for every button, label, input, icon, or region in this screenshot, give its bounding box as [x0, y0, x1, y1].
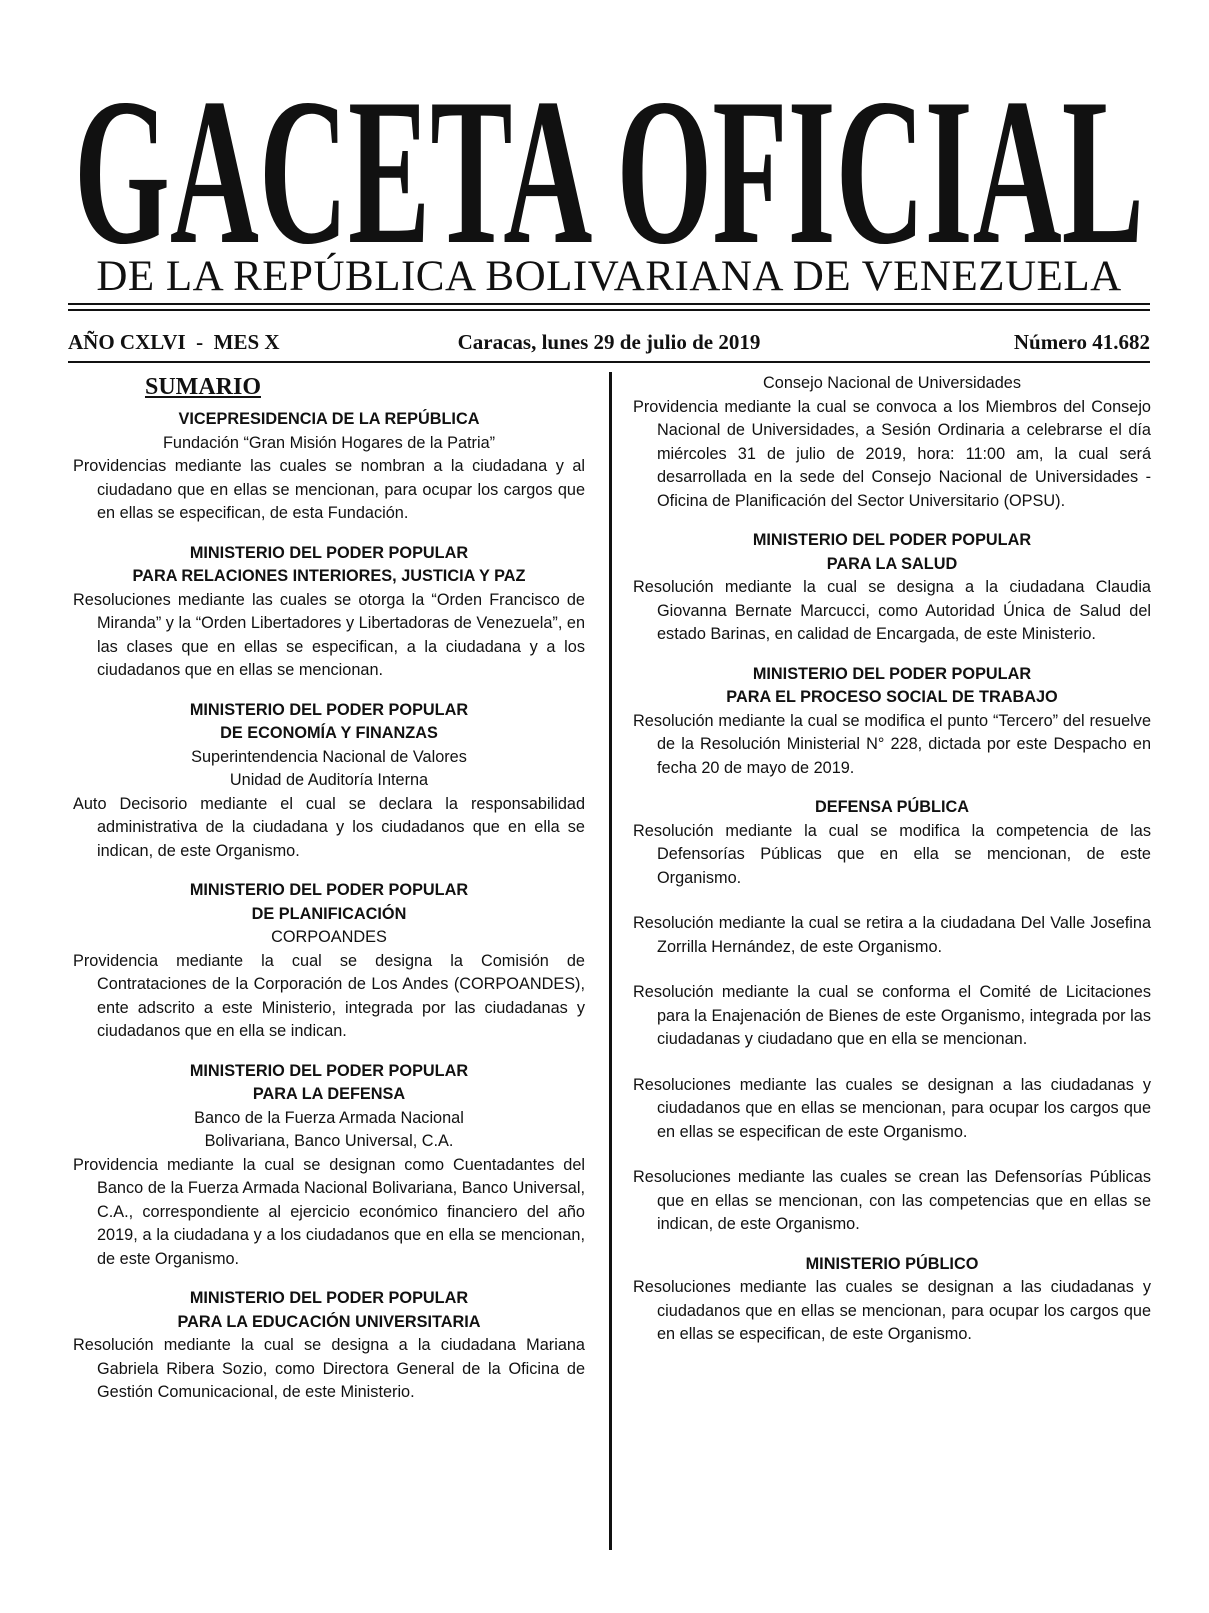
issue-year: AÑO CXLVI - MES X: [68, 330, 280, 354]
section-heading: MINISTERIO DEL PODER POPULAR: [189, 543, 469, 562]
section-heading: PARA EL PROCESO SOCIAL DE TRABAJO: [726, 688, 1058, 706]
summary-section: [633, 1253, 1151, 1347]
dateline: [68, 327, 1150, 357]
column-divider: [609, 372, 612, 1550]
section-heading: DEFENSA PÚBLICA: [814, 798, 970, 816]
issue-date: Caracas, lunes 29 de julio de 2019: [457, 330, 761, 354]
summary-entry: Resoluciones mediante las cuales se designan a las ciudadanas y ciudadanos que en ellas se mencionan, para ocupar los cargos que en ellas se especifican, de este Organismo.: [633, 1278, 1151, 1343]
section-heading: MINISTERIO DEL PODER POPULAR: [189, 881, 469, 899]
summary-entry: Resolución mediante la cual se retira a la ciudadana Del Valle Josefina Zorrilla Hernández, de este Organismo.: [633, 914, 1151, 956]
summary-entry: Providencia mediante la cual se designan como Cuentadantes del Banco de la Fuerza Armada Nacional Bolivariana, Banco Universal, C.A., correspondiente al ejercicio económico financiero del año 2019, a la ciudadana y a los ciudadanos que en ella se mencionan, de este Organismo.: [73, 1155, 585, 1268]
summary-entry: Resolución mediante la cual se designa a la ciudadana Mariana Gabriela Ribera Sozio, como Directora General de la Oficina de Gestión Comunicacional, de este Ministerio.: [73, 1336, 585, 1401]
header-rule-bottom: [68, 361, 1150, 363]
summary-entry: Resoluciones mediante las cuales se otorga la “Orden Francisco de Miranda” y la “Orden Libertadores y Libertadoras de Venezuela”, en las clases que en ellas se especifican, a la ciudadana y a los ciudadanos que en ellas se mencionan.: [73, 590, 585, 679]
section-heading: MINISTERIO PÚBLICO: [805, 1254, 979, 1273]
section-heading: PARA RELACIONES INTERIORES, JUSTICIA Y PAZ: [132, 567, 526, 585]
section-heading: VICEPRESIDENCIA DE LA REPÚBLICA: [178, 410, 480, 428]
section-heading: PARA LA EDUCACIÓN UNIVERSITARIA: [177, 1312, 481, 1331]
summary-section: [73, 1287, 585, 1405]
summary-entry: Resolución mediante la cual se modifica la competencia de las Defensorías Públicas que en ella se mencionan, de este Organismo.: [633, 821, 1151, 887]
summary-entry: Auto Decisorio mediante el cual se declara la responsabilidad administrativa de la ciudadana y los ciudadanos que en ella se indican, de este Organismo.: [73, 794, 585, 860]
summary-column-left: [73, 372, 585, 1421]
summary-column-right: [633, 372, 1151, 1363]
summary-entry: Providencia mediante la cual se designa la Comisión de Contrataciones de la Corporación de Los Andes (CORPOANDES), ente adscrito a este Ministerio, integrada por las ciudadanas y ciudadanos que en ella se indican.: [73, 951, 585, 1040]
summary-section: [633, 372, 1151, 513]
masthead-title-text: GACETA OFICIAL: [74, 72, 1144, 250]
section-heading: PARA LA SALUD: [826, 554, 958, 573]
summary-entry: Resoluciones mediante las cuales se crean las Defensorías Públicas que en ellas se mencionan, con las competencias que en ellas se indican, de este Organismo.: [633, 1168, 1151, 1233]
summary-entry: Resolución mediante la cual se modifica el punto “Tercero” del resuelve de la Resolución Ministerial N° 228, dictada por este Despacho en fecha 20 de mayo de 2019.: [633, 711, 1151, 777]
summary-section: [73, 1060, 585, 1272]
summary-entry: Resolución mediante la cual se conforma el Comité de Licitaciones para la Enajenación de Bienes de este Organismo, integrada por las ciudadanas y ciudadano que en ella se mencionan.: [633, 983, 1151, 1048]
summary-section: [73, 408, 585, 526]
issue-number: Número 41.682: [1013, 330, 1150, 354]
summary-section: [633, 529, 1151, 647]
summary-entry: Resoluciones mediante las cuales se designan a las ciudadanas y ciudadanos que en ellas se mencionan, para ocupar los cargos que en ellas se especifican de este Organismo.: [633, 1075, 1151, 1141]
section-subheading: Bolivariana, Banco Universal, C.A.: [204, 1132, 454, 1150]
section-subheading: Unidad de Auditoría Interna: [229, 771, 429, 789]
section-heading: DE ECONOMÍA Y FINANZAS: [220, 724, 438, 742]
section-subheading: Superintendencia Nacional de Valores: [191, 747, 467, 766]
summary-section: [73, 542, 585, 683]
section-heading: PARA LA DEFENSA: [252, 1085, 406, 1103]
masthead-title: [68, 72, 1150, 250]
summary-section: [633, 663, 1151, 781]
summary-entry: Providencias mediante las cuales se nombran a la ciudadana y al ciudadano que en ellas se mencionan, para ocupar los cargos que en ellas se especifican, de esta Fundación.: [73, 457, 585, 522]
section-heading: MINISTERIO DEL PODER POPULAR: [752, 531, 1032, 549]
summary-section: [73, 879, 585, 1044]
masthead-subtitle: DE LA REPÚBLICA BOLIVARIANA DE VENEZUELA: [96, 253, 1122, 300]
section-subheading: Fundación “Gran Misión Hogares de la Patria”: [162, 433, 496, 452]
section-subheading: Banco de la Fuerza Armada Nacional: [194, 1108, 464, 1127]
summary-entry: Providencia mediante la cual se convoca a los Miembros del Consejo Nacional de Universidades, a Sesión Ordinaria a celebrarse el día miércoles 31 de julio de 2019, hora: 11:00 am, la cual será desarrollada en la sede del Consejo Nacional de Universidades - Oficina de Planificación del Sector Universitario (OPSU).: [633, 397, 1151, 510]
section-heading: MINISTERIO DEL PODER POPULAR: [752, 664, 1032, 683]
section-subheading: Consejo Nacional de Universidades: [763, 374, 1021, 392]
section-heading: MINISTERIO DEL PODER POPULAR: [189, 1061, 469, 1080]
sumario-title: SUMARIO: [144, 374, 261, 400]
section-heading: MINISTERIO DEL PODER POPULAR: [189, 700, 469, 719]
section-subheading: CORPOANDES: [271, 928, 387, 946]
summary-section: [73, 699, 585, 864]
section-heading: MINISTERIO DEL PODER POPULAR: [189, 1289, 469, 1307]
summary-section: [633, 796, 1151, 1237]
header-rule-top: [68, 303, 1150, 305]
summary-entry: Resolución mediante la cual se designa a la ciudadana Claudia Giovanna Bernate Marcucci, como Autoridad Única de Salud del estado Barinas, en calidad de Encargada, de este Ministerio.: [633, 578, 1151, 643]
section-heading: DE PLANIFICACIÓN: [251, 904, 407, 923]
header-rule-top-2: [68, 309, 1150, 311]
